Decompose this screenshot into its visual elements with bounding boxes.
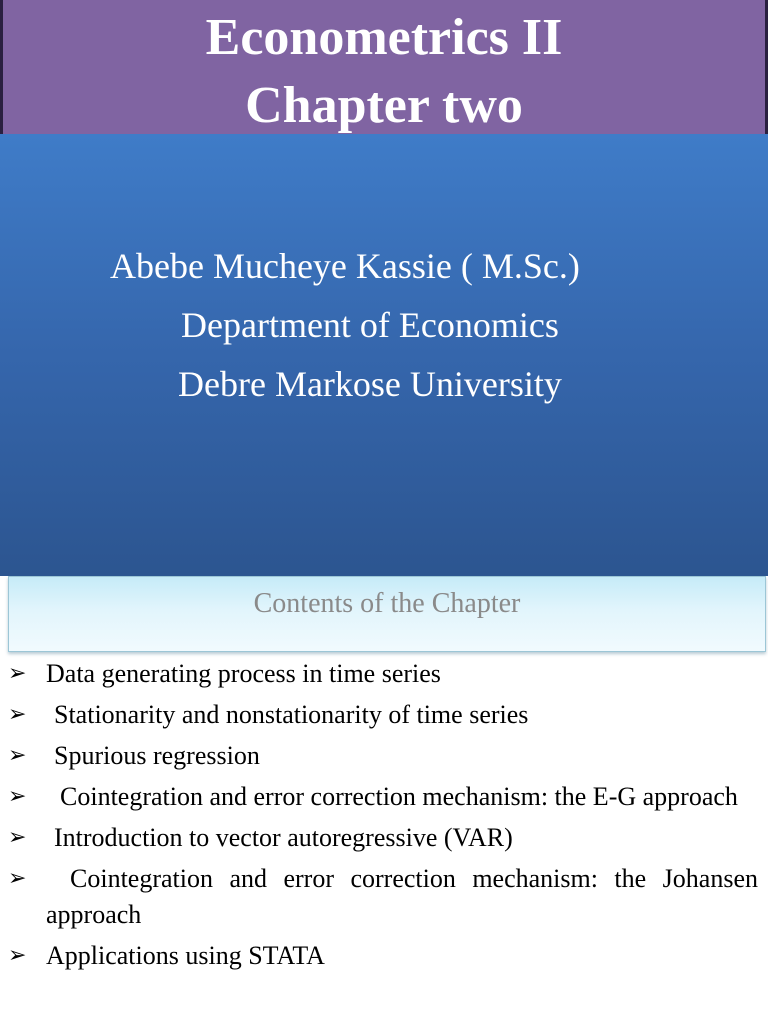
arrow-bullet-icon: ➢ [8,702,27,727]
author-university: Debre Markose University [178,364,562,404]
contents-list [0,656,768,979]
list-item-text: Cointegration and error correction mechanism: the Johansen approach [46,864,758,929]
arrow-bullet-icon: ➢ [8,943,27,968]
author-name: Abebe Mucheye Kassie ( M.Sc.) [110,246,580,286]
list-item [0,697,768,733]
arrow-bullet-icon: ➢ [8,784,27,809]
title-line-1: Econometrics II [205,9,563,66]
list-item [0,938,768,974]
list-item [0,861,768,933]
arrow-bullet-icon: ➢ [8,661,27,686]
list-item [0,656,768,692]
arrow-bullet-icon: ➢ [8,825,27,850]
contents-heading: Contents of the Chapter [253,588,521,619]
arrow-bullet-icon: ➢ [8,743,27,768]
list-item-text: Stationarity and nonstationarity of time series [54,700,529,729]
list-item-text: Spurious regression [54,741,260,770]
list-item [0,779,768,815]
list-item [0,820,768,856]
author-panel [0,134,768,576]
author-department: Department of Economics [181,305,559,345]
title-line-2: Chapter two [245,77,523,134]
list-item [0,738,768,774]
contents-heading-box [8,576,766,652]
list-item-text: Applications using STATA [46,941,325,970]
list-item-text: Data generating process in time series [46,659,441,688]
arrow-bullet-icon: ➢ [8,866,27,891]
title-bar [0,0,768,136]
list-item-text: Introduction to vector autoregressive (VAR) [54,823,513,852]
list-item-text: Cointegration and error correction mechanism: the E-G approach [60,782,738,811]
